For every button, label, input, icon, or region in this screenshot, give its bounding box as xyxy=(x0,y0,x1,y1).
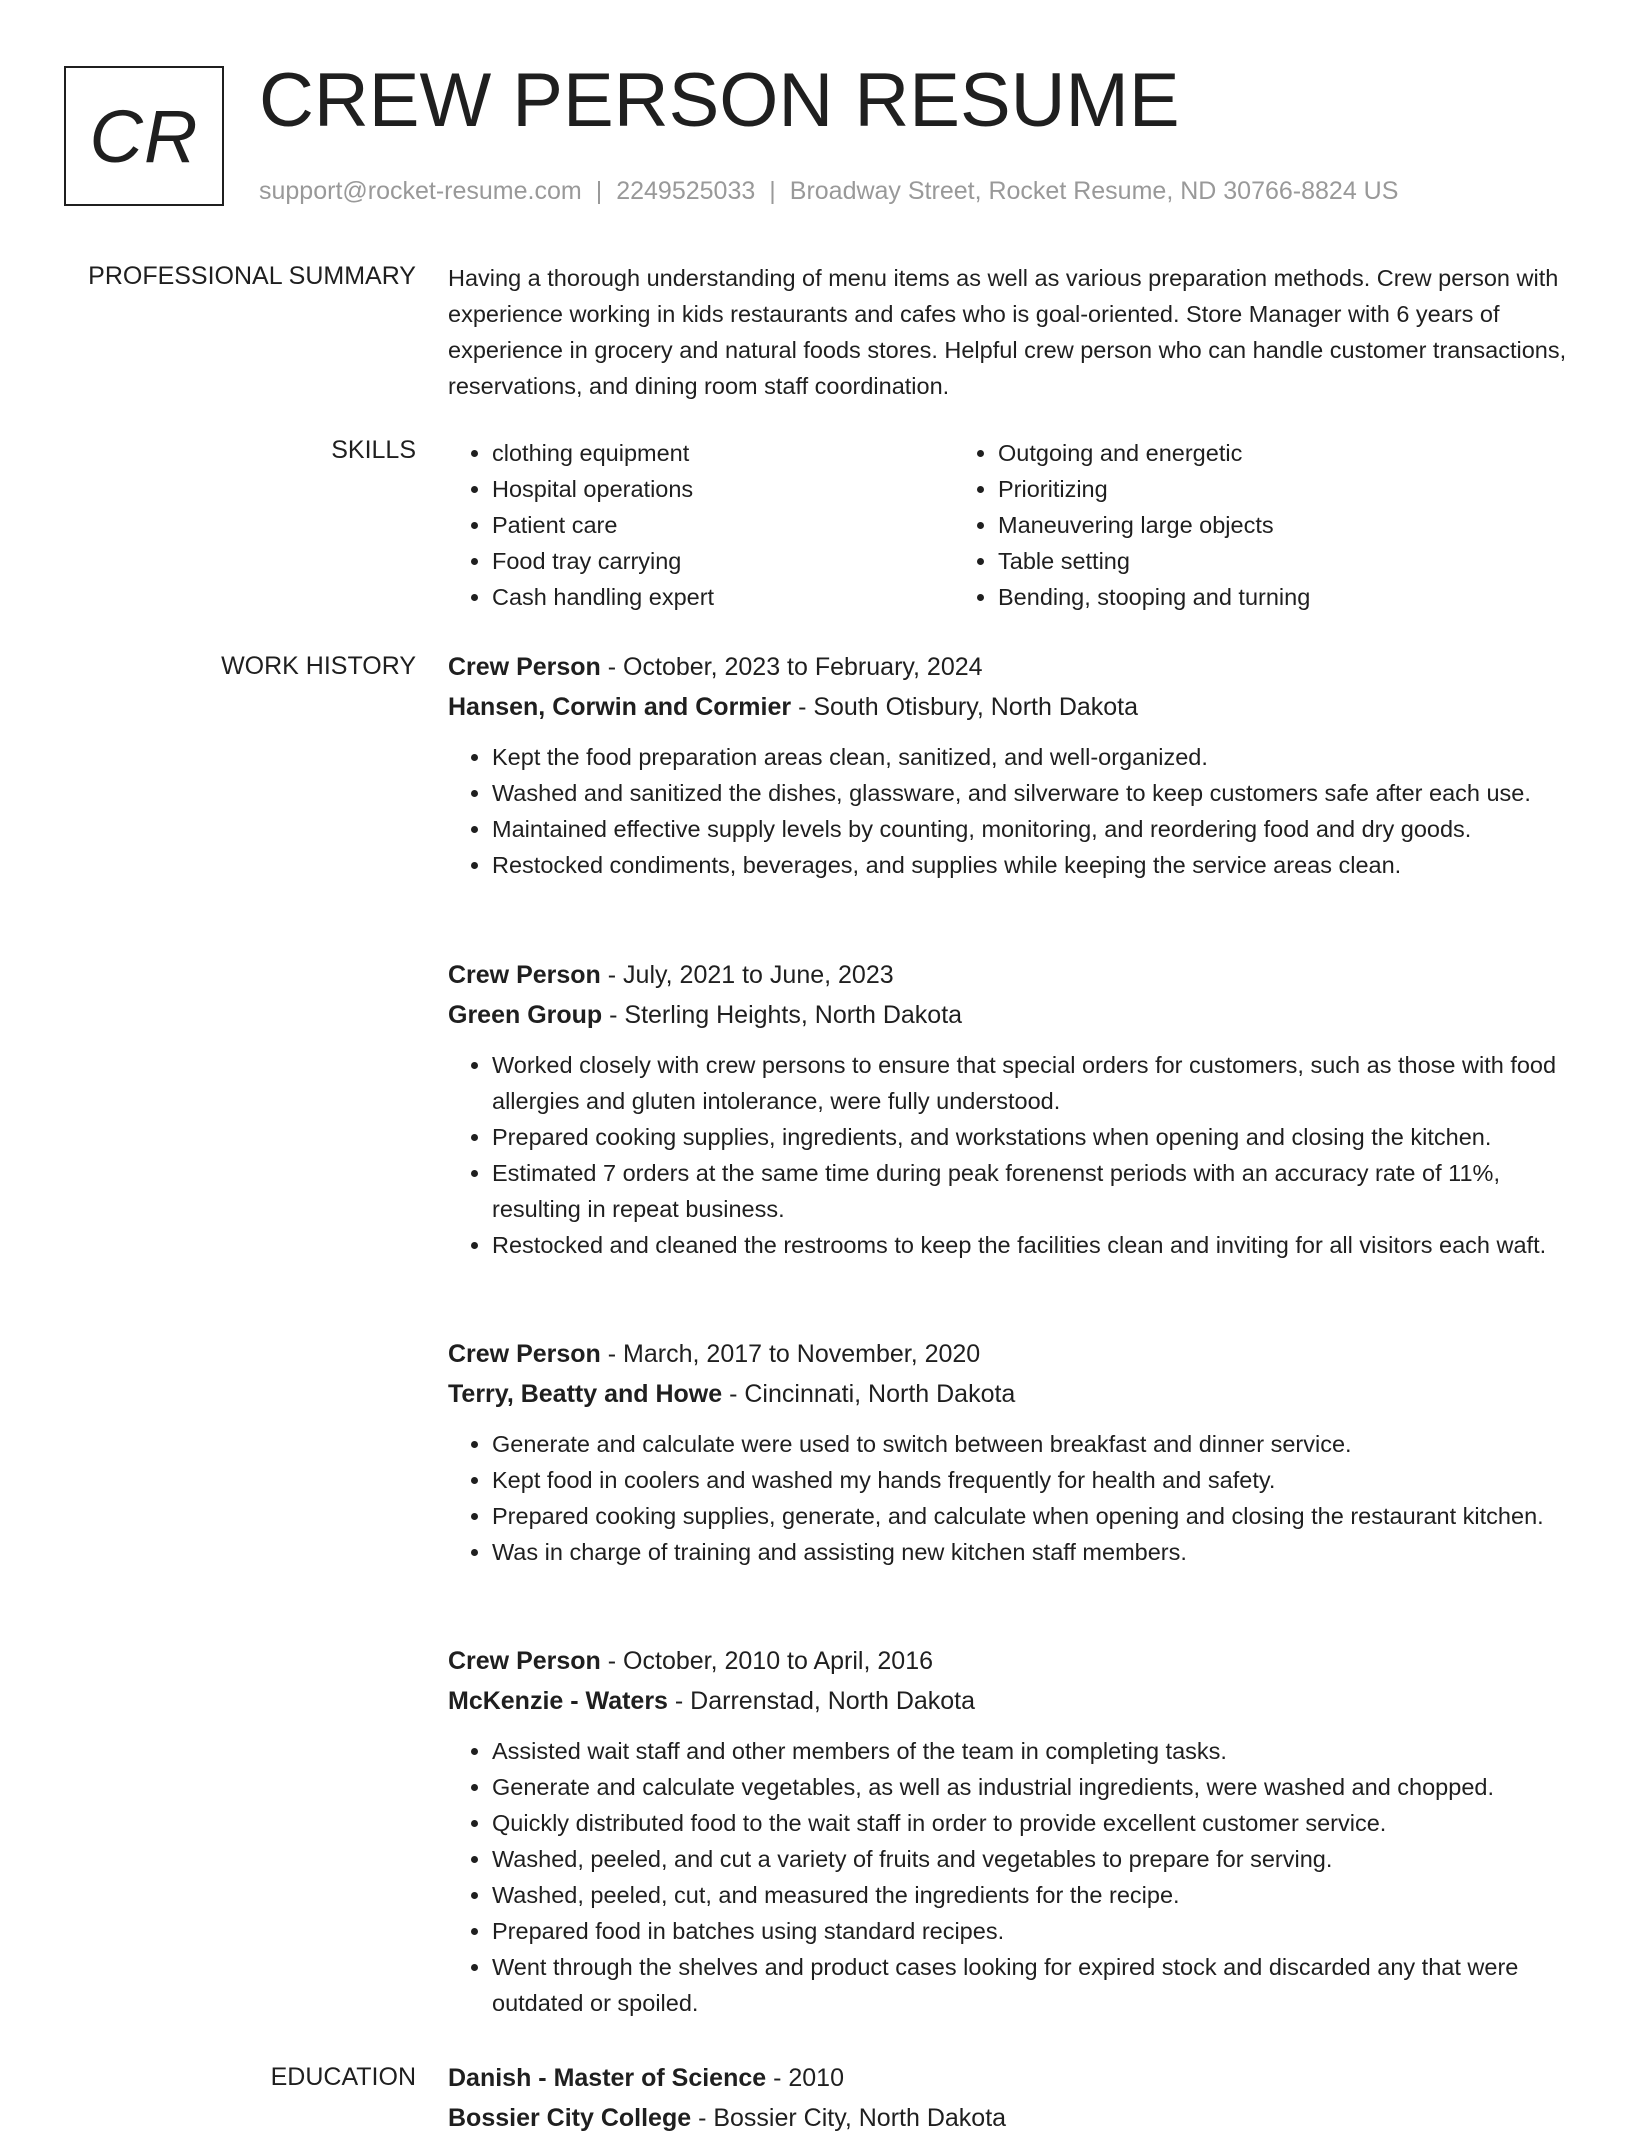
duty-item: • Generate and calculate vegetables, as well as industrial ingredients, were washed and chopped. xyxy=(492,1769,1568,1805)
school-line xyxy=(448,2100,1568,2136)
school-name: Bossier City College xyxy=(448,2104,692,2132)
job-title: Crew Person xyxy=(448,961,601,989)
job-entry xyxy=(448,1643,1568,2021)
job-employer: Green Group xyxy=(448,1001,603,1029)
job-employer-line xyxy=(448,1683,1568,1719)
duty-item: • Went through the shelves and product cases looking for expired stock and discarded any that were outdated or spoiled. xyxy=(492,1949,1568,2021)
job-entry xyxy=(448,1336,1568,1570)
monogram-logo: CR xyxy=(64,66,224,206)
job-location: - Cincinnati, North Dakota xyxy=(722,1380,1016,1408)
job-title: Crew Person xyxy=(448,653,601,681)
skill-item: • Outgoing and energetic xyxy=(998,435,1504,471)
job-employer-line xyxy=(448,1376,1568,1412)
job-title: Crew Person xyxy=(448,1647,601,1675)
job-location: - Darrenstad, North Dakota xyxy=(667,1687,976,1715)
duty-item: • Prepared food in batches using standard recipes. xyxy=(492,1913,1568,1949)
summary-heading: PROFESSIONAL SUMMARY xyxy=(88,262,416,290)
job-employer-line xyxy=(448,689,1568,725)
education-entry xyxy=(448,2060,1568,2136)
skills-heading: SKILLS xyxy=(331,436,416,464)
skills-column-right xyxy=(954,435,1504,615)
job-location: - South Otisbury, North Dakota xyxy=(791,693,1139,721)
duty-item: • Prepared cooking supplies, ingredients, and workstations when opening and closing the kitchen. xyxy=(492,1119,1568,1155)
work-history-heading: WORK HISTORY xyxy=(221,652,416,680)
job-employer: Terry, Beatty and Howe xyxy=(448,1380,723,1408)
job-title: Crew Person xyxy=(448,1340,601,1368)
skill-item: • Table setting xyxy=(998,543,1504,579)
job-title-line xyxy=(448,1336,1568,1372)
contact-separator: | xyxy=(769,177,776,205)
duty-item: • Assisted wait staff and other members of the team in completing tasks. xyxy=(492,1733,1568,1769)
job-dates: - October, 2010 to April, 2016 xyxy=(600,1647,933,1675)
job-duties xyxy=(448,1733,1568,2021)
duty-item: • Worked closely with crew persons to ensure that special orders for customers, such as those with food allergies and gluten intolerance, were fully understood. xyxy=(492,1047,1568,1119)
skill-item: • Cash handling expert xyxy=(492,579,954,615)
duty-item: • Washed and sanitized the dishes, glassware, and silverware to keep customers safe after each use. xyxy=(492,775,1568,811)
job-dates: - October, 2023 to February, 2024 xyxy=(600,653,983,681)
duty-item: • Kept the food preparation areas clean, sanitized, and well-organized. xyxy=(492,739,1568,775)
job-entry xyxy=(448,957,1568,1263)
job-employer: Hansen, Corwin and Cormier xyxy=(448,693,792,721)
job-duties xyxy=(448,739,1568,883)
contact-separator: | xyxy=(595,177,603,205)
contact-line xyxy=(259,176,1398,206)
duty-item: • Kept food in coolers and washed my hands frequently for health and safety. xyxy=(492,1462,1568,1498)
duty-item: • Maintained effective supply levels by counting, monitoring, and reordering food and dry goods. xyxy=(492,811,1568,847)
skills-column-left xyxy=(448,435,954,615)
duty-item: • Washed, peeled, cut, and measured the ingredients for the recipe. xyxy=(492,1877,1568,1913)
graduation-year: - 2010 xyxy=(766,2064,844,2092)
job-title-line xyxy=(448,957,1568,993)
skill-item: • Prioritizing xyxy=(998,471,1504,507)
contact-phone: 2249525033 xyxy=(616,177,756,205)
skill-item: • Hospital operations xyxy=(492,471,954,507)
job-dates: - March, 2017 to November, 2020 xyxy=(600,1340,981,1368)
degree: Danish - Master of Science xyxy=(448,2064,767,2092)
job-duties xyxy=(448,1426,1568,1570)
job-entry xyxy=(448,649,1568,883)
job-location: - Sterling Heights, North Dakota xyxy=(602,1001,963,1029)
skill-item: • Food tray carrying xyxy=(492,543,954,579)
summary-text: Having a thorough understanding of menu items as well as various preparation methods. Crew person with experience working in kids restaurants and cafes who is goal-oriented. Store Manager with 6 years of experience in grocery and natural foods stores. Helpful crew person who can handle customer transactions, reservations, and dining room staff coordination. xyxy=(448,265,1567,399)
skill-item: • Patient care xyxy=(492,507,954,543)
job-employer: McKenzie - Waters xyxy=(448,1687,668,1715)
job-title-line xyxy=(448,649,1568,685)
duty-item: • Washed, peeled, and cut a variety of fruits and vegetables to prepare for serving. xyxy=(492,1841,1568,1877)
job-title-line xyxy=(448,1643,1568,1679)
duty-item: • Was in charge of training and assisting new kitchen staff members. xyxy=(492,1534,1568,1570)
skill-item: • clothing equipment xyxy=(492,435,954,471)
skill-item: • Bending, stooping and turning xyxy=(998,579,1504,615)
job-dates: - July, 2021 to June, 2023 xyxy=(600,961,894,989)
duty-item: • Quickly distributed food to the wait staff in order to provide excellent customer service. xyxy=(492,1805,1568,1841)
education-heading: EDUCATION xyxy=(270,2063,416,2091)
duty-item: • Estimated 7 orders at the same time during peak forenenst periods with an accuracy rate of 11%, resulting in repeat business. xyxy=(492,1155,1568,1227)
contact-email: support@rocket-resume.com xyxy=(259,177,582,205)
duty-item: • Restocked and cleaned the restrooms to keep the facilities clean and inviting for all visitors each waft. xyxy=(492,1227,1568,1263)
duty-item: • Prepared cooking supplies, generate, and calculate when opening and closing the restaurant kitchen. xyxy=(492,1498,1568,1534)
job-duties xyxy=(448,1047,1568,1263)
skill-item: • Maneuvering large objects xyxy=(998,507,1504,543)
page-title: CREW PERSON RESUME xyxy=(259,58,1180,143)
duty-item: • Restocked condiments, beverages, and supplies while keeping the service areas clean. xyxy=(492,847,1568,883)
duty-item: • Generate and calculate were used to switch between breakfast and dinner service. xyxy=(492,1426,1568,1462)
job-employer-line xyxy=(448,997,1568,1033)
skills-list xyxy=(448,435,1568,615)
school-location: - Bossier City, North Dakota xyxy=(691,2104,1007,2132)
contact-address: Broadway Street, Rocket Resume, ND 30766-8824 US xyxy=(789,177,1399,205)
degree-line xyxy=(448,2060,1568,2096)
